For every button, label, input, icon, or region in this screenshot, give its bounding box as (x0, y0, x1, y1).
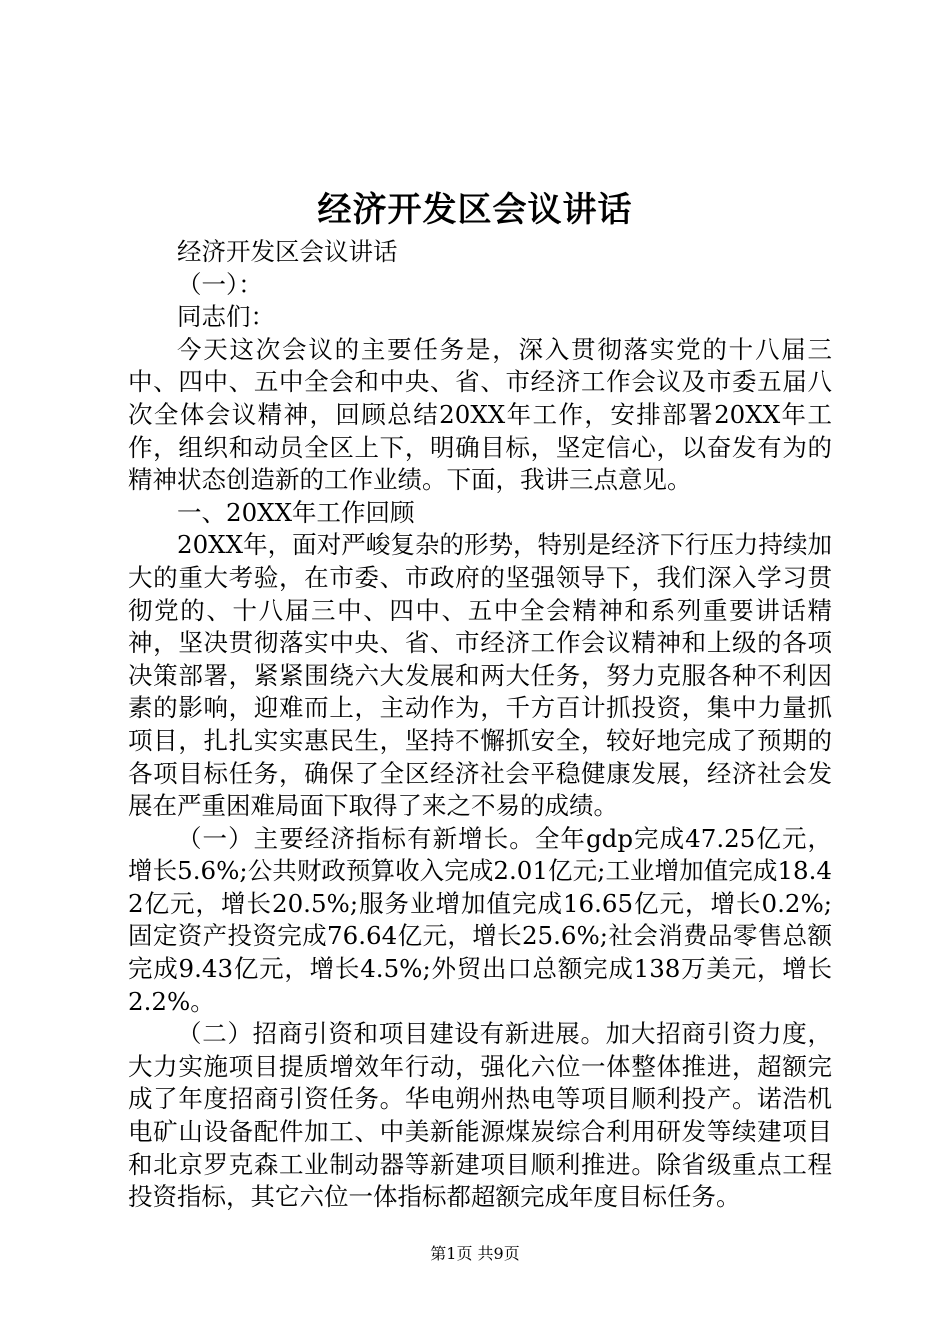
paragraph-investment: （二）招商引资和项目建设有新进展。加大招商引资力度，大力实施项目提质增效年行动，强化六位一体整体推进，超额完成了年度招商引资任务。华电朔州热电等项目顺利投产。诺浩机电矿山设备配件加工、中美新能源煤炭综合利用研发等续建项目和北京罗克森工业制动器等新建项目顺利推进。除省级重点工程投资指标，其它六位一体指标都超额完成年度目标任务。 (128, 1019, 832, 1212)
paragraph-part-label: （一）： (177, 269, 263, 299)
paragraph-intro: 今天这次会议的主要任务是，深入贯彻落实党的十八届三中、四中、五中全会和中央、省、市经济工作会议及市委五届八次全体会议精神，回顾总结20XX年工作，安排部署20XX年工作，组织和动员全区上下，明确目标，坚定信心，以奋发有为的精神状态创造新的工作业绩。下面，我讲三点意见。 (128, 334, 832, 495)
paragraph-subtitle: 经济开发区会议讲话 (177, 237, 398, 266)
page-footer: 第1页 共9页 (430, 1244, 520, 1263)
section-heading: 一、20XX年工作回顾 (177, 497, 415, 527)
paragraph-indicators: （一）主要经济指标有新增长。全年gdp完成47.25亿元，增长5.6%;公共财政预算收入完成2.01亿元;工业增加值完成18.42亿元，增长20.5%;服务业增加值完成16.65亿元，增长0.2%;固定资产投资完成76.64亿元，增长25.6%;社会消费品零售总额完成9.43亿元，增长4.5%;外贸出口总额完成138万美元，增长2.2%。 (128, 823, 832, 1016)
document-title: 经济开发区会议讲话 (317, 190, 633, 230)
document-body (128, 236, 832, 1214)
paragraph-salutation: 同志们： (177, 302, 275, 332)
paragraph-review: 20XX年，面对严峻复杂的形势，特别是经济下行压力持续加大的重大考验，在市委、市政府的坚强领导下，我们深入学习贯彻党的、十八届三中、四中、五中全会精神和系列重要讲话精神，坚决贯彻落实中央、省、市经济工作会议精神和上级的各项决策部署，紧紧围绕六大发展和两大任务，努力克服各种不利因素的影响，迎难而上，主动作为，千方百计抓投资，集中力量抓项目，扎扎实实惠民生，坚持不懈抓安全，较好地完成了预期的各项目标任务，确保了全区经济社会平稳健康发展，经济社会发展在严重困难局面下取得了来之不易的成绩。 (128, 530, 832, 821)
